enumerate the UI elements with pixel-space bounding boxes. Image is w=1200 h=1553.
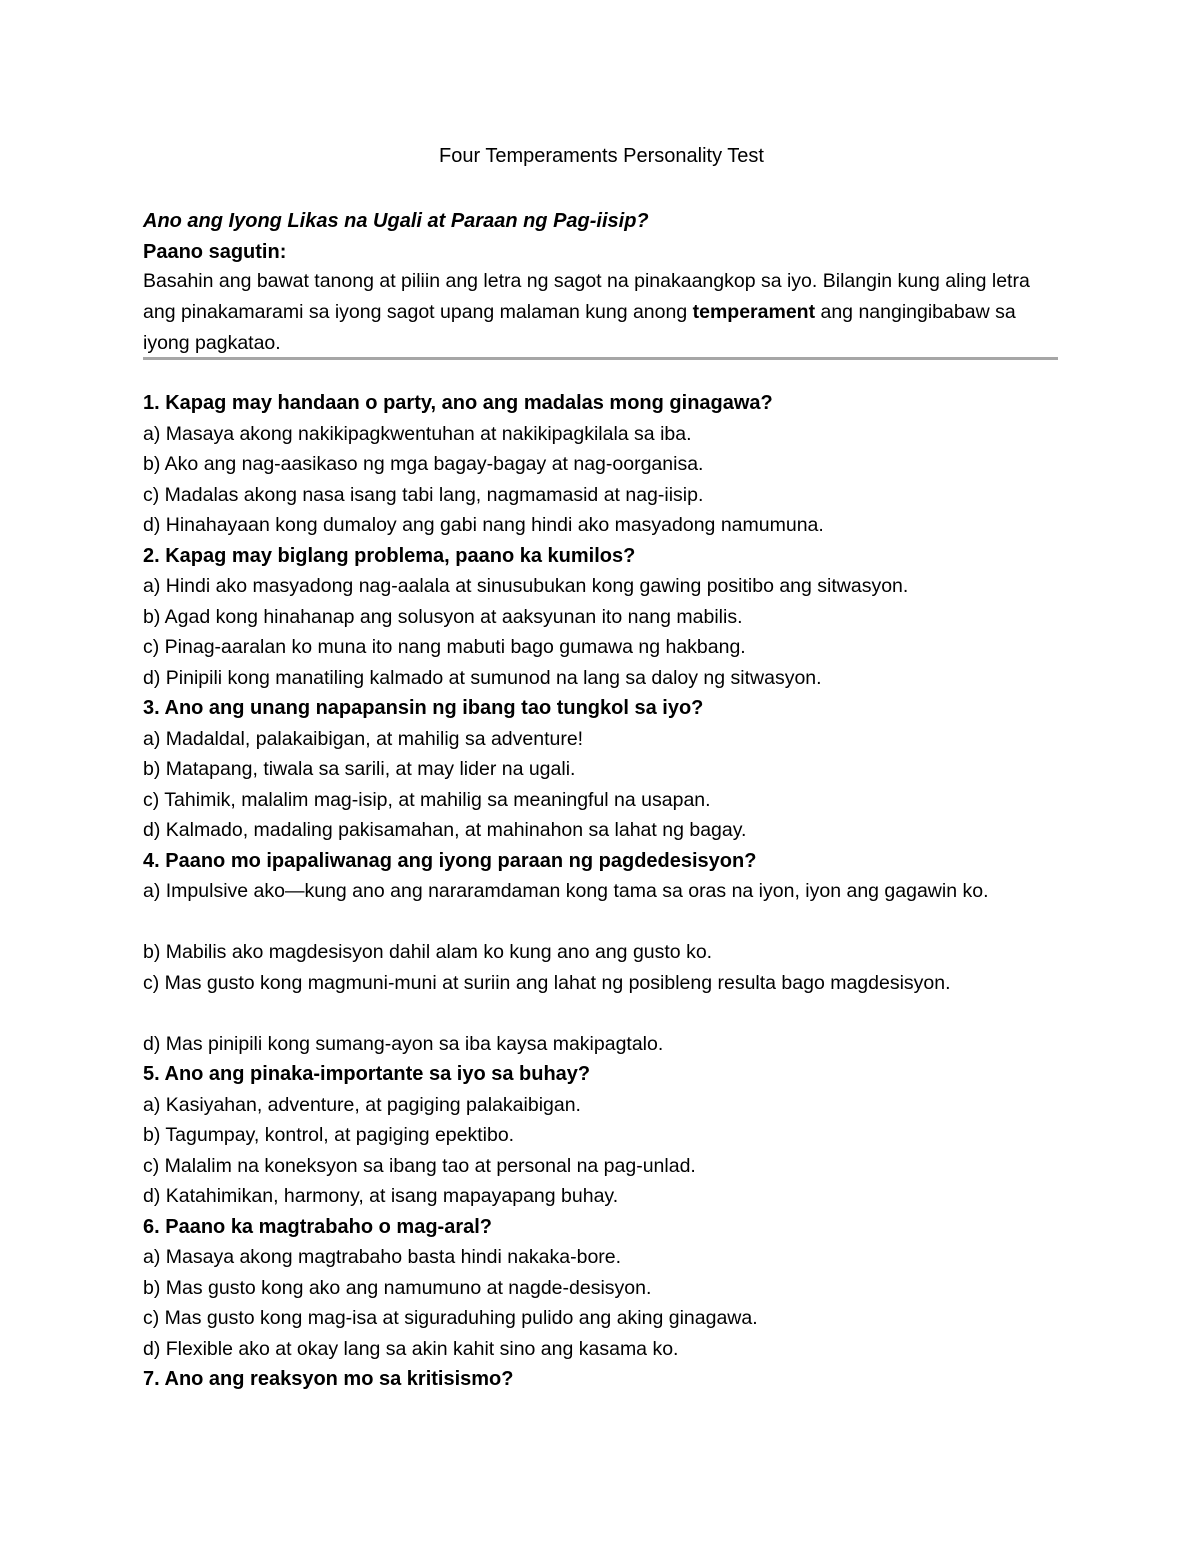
horizontal-divider [143,357,1058,360]
question-6-option-c: c) Mas gusto kong mag-isa at siguraduhing pulido ang aking ginagawa. [143,1307,758,1329]
instructions-paragraph [143,266,1043,359]
instructions-text-2: ang nangingibabaw sa iyong pagkatao. [143,301,1016,354]
how-to-answer-heading: Paano sagutin: [143,241,287,263]
document-subtitle: Ano ang Iyong Likas na Ugali at Paraan ng Pag-iisip? [143,210,649,232]
question-2-option-a: a) Hindi ako masyadong nag-aalala at sinusubukan kong gawing positibo ang sitwasyon. [143,575,909,597]
question-1-option-a: a) Masaya akong nakikipagkwentuhan at nakikipagkilala sa iba. [143,422,692,445]
question-6-option-d: d) Flexible ako at okay lang sa akin kahit sino ang kasama ko. [143,1337,679,1360]
question-2-option-c: c) Pinag-aaralan ko muna ito nang mabuti bago gumawa ng hakbang. [143,636,746,658]
question-6-option-a: a) Masaya akong magtrabaho basta hindi nakaka-bore. [143,1246,622,1268]
question-4-option-b: b) Mabilis ako magdesisyon dahil alam ko kung ano ang gusto ko. [143,941,713,963]
question-2-option-b: b) Agad kong hinahanap ang solusyon at aaksyunan ito nang mabilis. [143,605,743,628]
question-3-option-a: a) Madaldal, palakaibigan, at mahilig sa adventure! [143,727,584,750]
question-6: 6. Paano ka magtrabaho o mag-aral? [143,1215,492,1238]
document-title: Four Temperaments Personality Test [439,145,764,167]
question-list [143,388,1060,1395]
question-3-option-d: d) Kalmado, madaling pakisamahan, at mahinahon sa lahat ng bagay. [143,819,747,841]
question-4-option-a: a) Impulsive ako—kung ano ang nararamdaman kong tama sa oras na iyon, iyon ang gagawin ko. [143,880,989,902]
document-page [143,0,1060,1553]
question-2: 2. Kapag may biglang problema, paano ka kumilos? [143,544,636,567]
question-5-option-c: c) Malalim na koneksyon sa ibang tao at personal na pag-unlad. [143,1154,696,1177]
question-5-option-a: a) Kasiyahan, adventure, at pagiging palakaibigan. [143,1093,581,1116]
question-1-option-c: c) Madalas akong nasa isang tabi lang, nagmamasid at nag-iisip. [143,483,704,506]
question-3-option-c: c) Tahimik, malalim mag-isip, at mahilig sa meaningful na usapan. [143,788,711,811]
question-7: 7. Ano ang reaksyon mo sa kritisismo? [143,1368,514,1390]
question-1-option-b: b) Ako ang nag-aasikaso ng mga bagay-bagay at nag-oorganisa. [143,453,704,475]
question-3-option-b: b) Matapang, tiwala sa sarili, at may lider na ugali. [143,758,576,780]
question-5-option-b: b) Tagumpay, kontrol, at pagiging epektibo. [143,1124,515,1146]
blank-line [143,998,1060,1029]
question-2-option-d: d) Pinipili kong manatiling kalmado at sumunod na lang sa daloy ng sitwasyon. [143,666,822,689]
question-4-option-c: c) Mas gusto kong magmuni-muni at suriin ang lahat ng posibleng resulta bago magdesisyon. [143,971,951,994]
blank-line [143,907,1060,938]
question-5: 5. Ano ang pinaka-importante sa iyo sa buhay? [143,1063,591,1085]
instructions-keyword: temperament [692,301,816,323]
question-4-option-d: d) Mas pinipili kong sumang-ayon sa iba kaysa makipagtalo. [143,1032,664,1055]
question-1-option-d: d) Hinahayaan kong dumaloy ang gabi nang hindi ako masyadong namumuna. [143,514,824,536]
question-5-option-d: d) Katahimikan, harmony, at isang mapayapang buhay. [143,1185,619,1207]
question-3: 3. Ano ang unang napapansin ng ibang tao tungkol sa iyo? [143,697,704,719]
question-6-option-b: b) Mas gusto kong ako ang namumuno at nagde-desisyon. [143,1276,652,1299]
question-1: 1. Kapag may handaan o party, ano ang madalas mong ginagawa? [143,392,773,414]
instructions-text-1: Basahin ang bawat tanong at piliin ang letra ng sagot na pinakaangkop sa iyo. Bilangin kung aling letra ang pinakamarami sa iyong sagot upang malaman kung anong [143,270,1030,323]
question-4: 4. Paano mo ipapaliwanag ang iyong paraan ng pagdedesisyon? [143,849,757,872]
